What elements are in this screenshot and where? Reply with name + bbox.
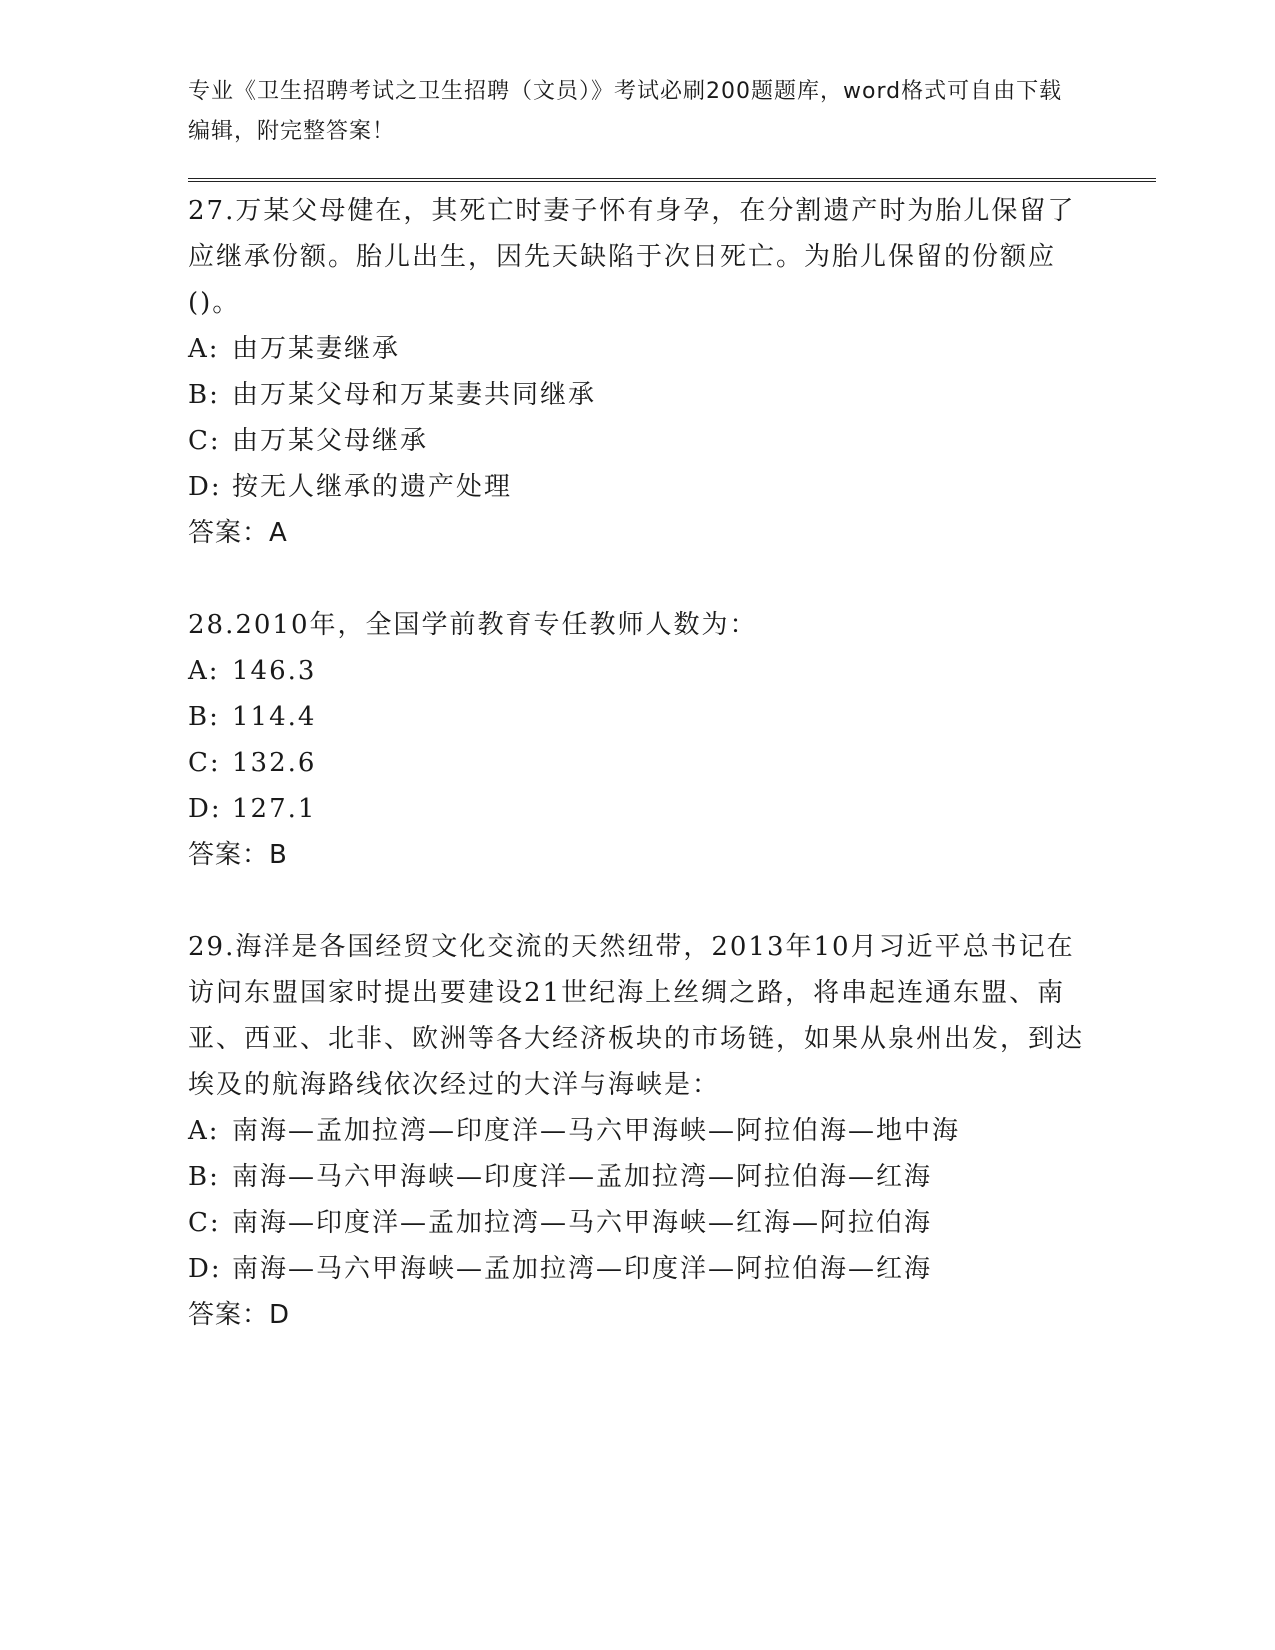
option-text: 南海—马六甲海峡—印度洋—孟加拉湾—阿拉伯海—红海 bbox=[232, 1162, 933, 1192]
option-key: D: bbox=[188, 1254, 222, 1284]
option-key: B: bbox=[188, 380, 220, 410]
option-text: 由万某父母和万某妻共同继承 bbox=[232, 380, 597, 410]
option-key: B: bbox=[188, 1162, 220, 1192]
option-key: A: bbox=[188, 1116, 220, 1146]
option-c bbox=[188, 740, 1088, 786]
option-b bbox=[188, 1154, 1088, 1200]
question-27 bbox=[188, 188, 1088, 556]
option-key: A: bbox=[188, 334, 220, 364]
option-text: 南海—印度洋—孟加拉湾—马六甲海峡—红海—阿拉伯海 bbox=[232, 1208, 933, 1238]
option-text: 由万某父母继承 bbox=[232, 426, 429, 456]
option-b bbox=[188, 372, 1088, 418]
option-a bbox=[188, 648, 1088, 694]
answer-line: 答案：A bbox=[188, 518, 288, 548]
option-key: C: bbox=[188, 426, 221, 456]
question-list bbox=[188, 188, 1088, 1384]
question-28 bbox=[188, 602, 1088, 878]
option-text: 由万某妻继承 bbox=[232, 334, 401, 364]
option-c bbox=[188, 1200, 1088, 1246]
option-text: 127.1 bbox=[232, 794, 317, 824]
option-d bbox=[188, 1246, 1088, 1292]
document-header: 专业《卫生招聘考试之卫生招聘（文员）》考试必刷200题题库，word格式可自由下载编辑，附完整答案！ bbox=[188, 79, 1063, 144]
answer-line: 答案：D bbox=[188, 1300, 291, 1330]
option-key: D: bbox=[188, 472, 222, 502]
option-text: 132.6 bbox=[232, 748, 317, 778]
option-key: A: bbox=[188, 656, 220, 686]
option-key: D: bbox=[188, 794, 222, 824]
option-b bbox=[188, 694, 1088, 740]
option-text: 114.4 bbox=[232, 702, 317, 732]
option-key: C: bbox=[188, 748, 221, 778]
question-stem: 28.2010年，全国学前教育专任教师人数为： bbox=[188, 610, 758, 640]
question-29 bbox=[188, 924, 1088, 1338]
question-stem: 27.万某父母健在，其死亡时妻子怀有身孕，在分割遗产时为胎儿保留了应继承份额。胎儿出生，因先天缺陷于次日死亡。为胎儿保留的份额应()。 bbox=[188, 196, 1076, 318]
option-d bbox=[188, 786, 1088, 832]
option-text: 南海—孟加拉湾—印度洋—马六甲海峡—阿拉伯海—地中海 bbox=[232, 1116, 961, 1146]
option-d bbox=[188, 464, 1088, 510]
option-a bbox=[188, 326, 1088, 372]
option-c bbox=[188, 418, 1088, 464]
answer-line: 答案：B bbox=[188, 840, 288, 870]
option-key: B: bbox=[188, 702, 220, 732]
option-text: 南海—马六甲海峡—孟加拉湾—印度洋—阿拉伯海—红海 bbox=[232, 1254, 933, 1284]
option-text: 146.3 bbox=[232, 656, 317, 686]
header-divider bbox=[188, 178, 1156, 182]
option-text: 按无人继承的遗产处理 bbox=[232, 472, 513, 502]
option-key: C: bbox=[188, 1208, 221, 1238]
question-stem: 29.海洋是各国经贸文化交流的天然纽带，2013年10月习近平总书记在访问东盟国家时提出要建设21世纪海上丝绸之路，将串起连通东盟、南亚、西亚、北非、欧洲等各大经济板块的市场链，如果从泉州出发，到达埃及的航海路线依次经过的大洋与海峡是： bbox=[188, 932, 1085, 1100]
option-a bbox=[188, 1108, 1088, 1154]
